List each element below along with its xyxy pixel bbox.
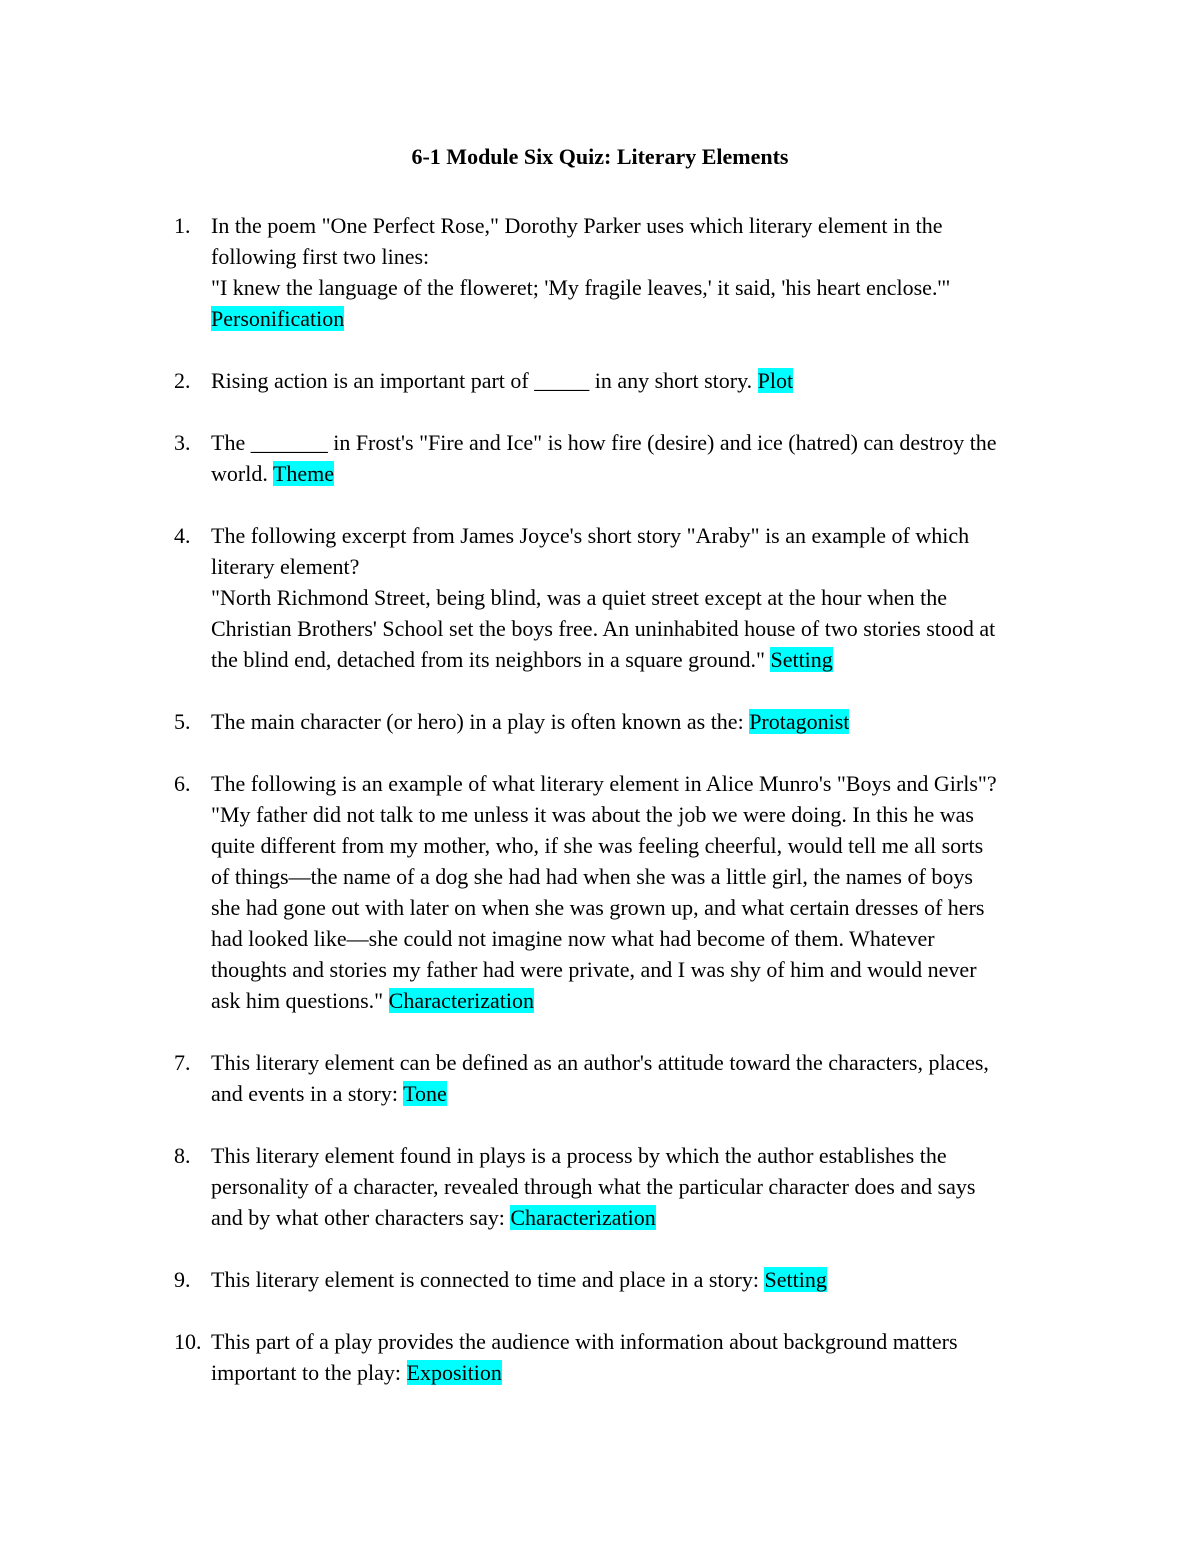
question-line: The following excerpt from James Joyce's short story "Araby" is an example of which	[211, 523, 970, 548]
question-text	[211, 1264, 1071, 1295]
question-text	[211, 1047, 1071, 1109]
question-last-line	[211, 1078, 1071, 1109]
question-number: 7.	[174, 1050, 191, 1075]
question-line: The following is an example of what literary element in Alice Munro's "Boys and Girls"?	[211, 771, 997, 796]
question-line: literary element?	[211, 554, 360, 579]
question-item	[0, 427, 1200, 489]
question-text	[211, 768, 1071, 1016]
highlighted-answer: Characterization	[388, 988, 535, 1013]
question-item	[0, 768, 1200, 1016]
question-text	[211, 706, 1071, 737]
question-line: quite different from my mother, who, if she was feeling cheerful, would tell me all sorts	[211, 833, 984, 858]
question-number: 5.	[174, 709, 191, 734]
question-last-line	[211, 644, 1071, 675]
question-line: personality of a character, revealed through what the particular character does and says	[211, 1174, 976, 1199]
question-text	[211, 365, 1071, 396]
question-line: "My father did not talk to me unless it was about the job we were doing. In this he was	[211, 802, 974, 827]
question-line-prefix: The main character (or hero) in a play is often known as the:	[211, 709, 750, 734]
question-line: she had gone out with later on when she was grown up, and what certain dresses of hers	[211, 895, 985, 920]
question-line: The _______ in Frost's "Fire and Ice" is how fire (desire) and ice (hatred) can destroy the	[211, 430, 997, 455]
question-last-line	[211, 985, 1071, 1016]
question-line-prefix: the blind end, detached from its neighbors in a square ground."	[211, 647, 771, 672]
question-line-prefix: and events in a story:	[211, 1081, 404, 1106]
question-line-prefix: and by what other characters say:	[211, 1205, 511, 1230]
question-last-line	[211, 303, 1071, 334]
highlighted-answer: Plot	[757, 368, 794, 393]
question-last-line	[211, 1264, 1071, 1295]
highlighted-answer: Theme	[272, 461, 335, 486]
question-item	[0, 520, 1200, 675]
question-last-line	[211, 365, 1071, 396]
question-line: of things—the name of a dog she had had when she was a little girl, the names of boys	[211, 864, 973, 889]
question-number: 9.	[174, 1267, 191, 1292]
highlighted-answer: Setting	[764, 1267, 827, 1292]
question-line: This part of a play provides the audience with information about background matters	[211, 1329, 958, 1354]
question-line: In the poem "One Perfect Rose," Dorothy Parker uses which literary element in the	[211, 213, 943, 238]
highlighted-answer: Protagonist	[749, 709, 850, 734]
question-item	[0, 1047, 1200, 1109]
question-text	[211, 1140, 1071, 1233]
question-item	[0, 1140, 1200, 1233]
question-item	[0, 365, 1200, 396]
question-line: thoughts and stories my father had were private, and I was shy of him and would never	[211, 957, 977, 982]
question-line: This literary element found in plays is a process by which the author establishes the	[211, 1143, 947, 1168]
question-item	[0, 1326, 1200, 1388]
question-line: following first two lines:	[211, 244, 430, 269]
question-line: "I knew the language of the floweret; 'My fragile leaves,' it said, 'his heart enclose.'"	[211, 275, 951, 300]
question-line-prefix: This literary element is connected to time and place in a story:	[211, 1267, 765, 1292]
question-text	[211, 427, 1071, 489]
question-last-line	[211, 1202, 1071, 1233]
question-last-line	[211, 706, 1071, 737]
question-text	[211, 520, 1071, 675]
question-line-prefix: Rising action is an important part of _____ in any short story.	[211, 368, 758, 393]
question-number: 2.	[174, 368, 191, 393]
question-item	[0, 210, 1200, 334]
question-last-line	[211, 1357, 1071, 1388]
page-title: 6-1 Module Six Quiz: Literary Elements	[411, 144, 789, 169]
question-last-line	[211, 458, 1071, 489]
question-number: 10.	[174, 1329, 202, 1354]
highlighted-answer: Setting	[770, 647, 833, 672]
question-item	[0, 1264, 1200, 1295]
question-number: 1.	[174, 213, 191, 238]
question-number: 8.	[174, 1143, 191, 1168]
question-line-prefix: ask him questions."	[211, 988, 389, 1013]
question-line-prefix: important to the play:	[211, 1360, 407, 1385]
highlighted-answer: Exposition	[406, 1360, 502, 1385]
question-line: Christian Brothers' School set the boys free. An uninhabited house of two stories stood at	[211, 616, 996, 641]
highlighted-answer: Tone	[403, 1081, 447, 1106]
highlighted-answer: Characterization	[510, 1205, 656, 1230]
question-line: This literary element can be defined as an author's attitude toward the characters, places,	[211, 1050, 989, 1075]
question-item	[0, 706, 1200, 737]
question-line: "North Richmond Street, being blind, was a quiet street except at the hour when the	[211, 585, 948, 610]
question-list	[0, 210, 1200, 1419]
question-number: 6.	[174, 771, 191, 796]
question-number: 4.	[174, 523, 191, 548]
question-text	[211, 1326, 1071, 1388]
question-line: had looked like—she could not imagine now what had become of them. Whatever	[211, 926, 935, 951]
highlighted-answer: Personification	[211, 306, 345, 331]
question-line-prefix: world.	[211, 461, 273, 486]
question-number: 3.	[174, 430, 191, 455]
question-text	[211, 210, 1071, 334]
